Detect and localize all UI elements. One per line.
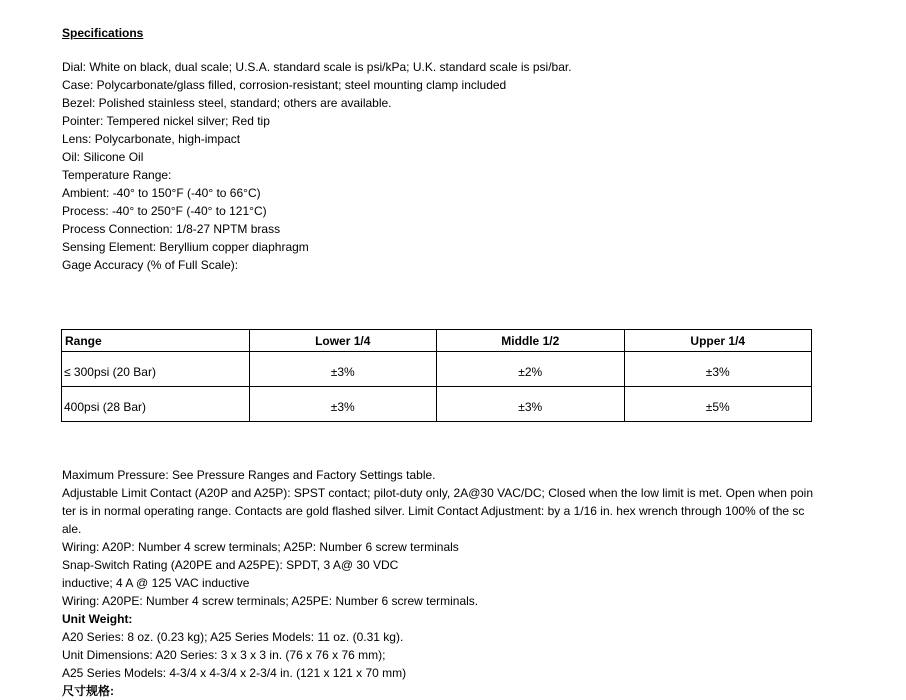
table-cell-upper: ±5% [624, 387, 812, 422]
footer-heading: 尺寸规格: [62, 684, 114, 698]
detail-line: inductive; 4 A @ 125 VAC inductive [62, 576, 250, 590]
spec-list [62, 58, 572, 274]
spec-line: Sensing Element: Beryllium copper diaphragm [62, 240, 309, 254]
detail-line: Maximum Pressure: See Pressure Ranges and Factory Settings table. [62, 468, 436, 482]
table-cell-lower: ±3% [249, 352, 437, 387]
table-cell-lower: ±3% [249, 387, 437, 422]
table-header-cell: Range [62, 330, 250, 352]
table-header-cell: Middle 1/2 [437, 330, 625, 352]
table-cell-middle: ±3% [437, 387, 625, 422]
unit-list [62, 628, 813, 682]
table-row [62, 387, 812, 422]
unit-line: A20 Series: 8 oz. (0.23 kg); A25 Series Models: 11 oz. (0.31 kg). [62, 630, 404, 644]
table-cell-upper: ±3% [624, 352, 812, 387]
unit-weight-heading: Unit Weight: [62, 612, 133, 626]
spec-line: Pointer: Tempered nickel silver; Red tip [62, 114, 270, 128]
table-cell-range: 400psi (28 Bar) [62, 387, 250, 422]
detail-list [62, 466, 813, 610]
unit-line: Unit Dimensions: A20 Series: 3 x 3 x 3 in. (76 x 76 x 76 mm); [62, 648, 386, 662]
table-cell-range: ≤ 300psi (20 Bar) [62, 352, 250, 387]
detail-line: Snap-Switch Rating (A20PE and A25PE): SPDT, 3 A@ 30 VDC [62, 558, 399, 572]
table-header-cell: Lower 1/4 [249, 330, 437, 352]
table-header-row [62, 330, 812, 352]
detail-line: Adjustable Limit Contact (A20P and A25P): SPST contact; pilot-duty only, 2A@30 VAC/DC; Closed when the low limit is met. Open when poin [62, 486, 814, 500]
spec-line: Ambient: -40° to 150°F (-40° to 66°C) [62, 186, 261, 200]
spec-line: Dial: White on black, dual scale; U.S.A. standard scale is psi/kPa; U.K. standard scale is psi/bar. [62, 60, 572, 74]
unit-line: A25 Series Models: 4-3/4 x 4-3/4 x 2-3/4 in. (121 x 121 x 70 mm) [62, 666, 407, 680]
spec-line: Lens: Polycarbonate, high-impact [62, 132, 241, 146]
detail-line: ter is in normal operating range. Contacts are gold flashed silver. Limit Contact Adjustment: by a 1/16 in. hex wrench through 100% of the sc [62, 504, 805, 518]
spec-line: Temperature Range: [62, 168, 172, 182]
accuracy-table [61, 329, 812, 422]
table-cell-middle: ±2% [437, 352, 625, 387]
details-section [62, 466, 813, 700]
detail-line: Wiring: A20P: Number 4 screw terminals; A25P: Number 6 screw terminals [62, 540, 459, 554]
detail-line: ale. [62, 522, 82, 536]
page-title: Specifications [62, 26, 144, 40]
spec-line: Gage Accuracy (% of Full Scale): [62, 258, 239, 272]
table-row [62, 352, 812, 387]
spec-line: Process: -40° to 250°F (-40° to 121°C) [62, 204, 267, 218]
spec-line: Oil: Silicone Oil [62, 150, 144, 164]
table-header-cell: Upper 1/4 [624, 330, 812, 352]
spec-line: Process Connection: 1/8-27 NPTM brass [62, 222, 281, 236]
detail-line: Wiring: A20PE: Number 4 screw terminals; A25PE: Number 6 screw terminals. [62, 594, 479, 608]
spec-line: Case: Polycarbonate/glass filled, corrosion-resistant; steel mounting clamp included [62, 78, 507, 92]
spec-line: Bezel: Polished stainless steel, standard; others are available. [62, 96, 392, 110]
